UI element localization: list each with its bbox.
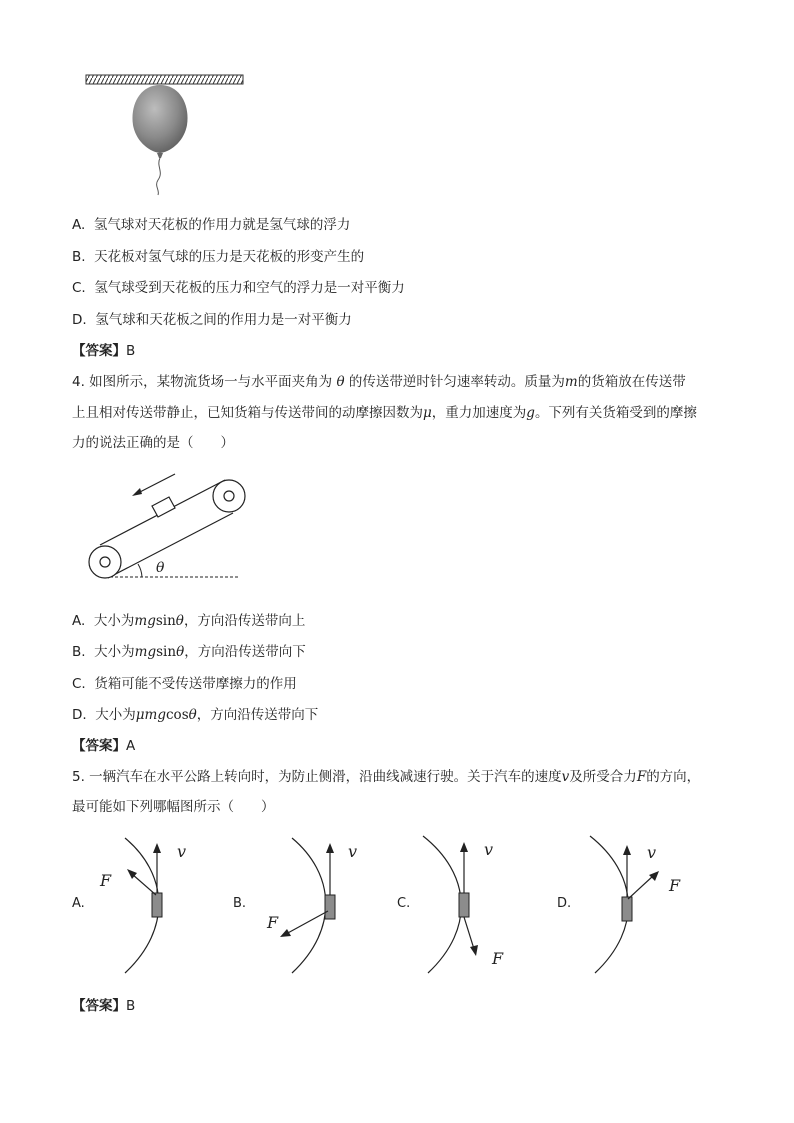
q4-option-a: A. 大小为mgsinθ，方向沿传送带向上: [72, 613, 306, 629]
q5-stem-line2: 最可能如下列哪幅图所示（ ）: [72, 799, 275, 815]
angle-arc: [138, 564, 142, 577]
ceiling: [86, 75, 243, 84]
q5-figure-b-label: B.: [233, 896, 247, 911]
q5-figure-d-label: D.: [557, 896, 572, 911]
q5-figure-c: [418, 833, 528, 978]
force-label: F: [492, 949, 504, 968]
q5-figure-a: [95, 833, 205, 978]
motion-arrow: [136, 474, 175, 494]
q4-stem-line2: 上且相对传送带静止，已知货箱与传送带间的动摩擦因数为μ，重力加速度为g。下列有关货箱受到的摩擦: [72, 405, 697, 421]
road-curve: [423, 836, 461, 973]
force-label: F: [669, 876, 681, 895]
car: [152, 893, 162, 917]
balloon-figure: [80, 70, 250, 198]
velocity-arrowhead: [623, 845, 631, 855]
force-arrow: [628, 876, 653, 899]
velocity-label: v: [348, 842, 358, 861]
balloon-knot: [157, 153, 163, 158]
q4-answer: 【答案】A: [72, 738, 136, 754]
velocity-arrowhead: [153, 843, 161, 853]
conveyor-figure: [80, 466, 250, 586]
car: [459, 893, 469, 917]
q5-figure-b: [262, 833, 372, 978]
force-arrowhead: [280, 929, 291, 937]
velocity-label: v: [484, 840, 494, 859]
force-label: F: [267, 913, 279, 932]
car: [325, 895, 335, 919]
velocity-arrowhead: [460, 842, 468, 852]
q3-option-c: C. 氢气球受到天花板的压力和空气的浮力是一对平衡力: [72, 280, 405, 296]
q3-option-d: D. 氢气球和天花板之间的作用力是一对平衡力: [72, 312, 352, 328]
q5-figure-c-label: C.: [397, 896, 411, 911]
balloon-string: [157, 158, 161, 195]
q5-stem-line1: 5. 一辆汽车在水平公路上转向时，为防止侧滑，沿曲线减速行驶。关于汽车的速度v及所受合力F的方向，: [72, 769, 701, 785]
force-arrowhead: [470, 945, 478, 956]
road-curve: [292, 838, 326, 973]
q5-figure-d: [585, 833, 695, 978]
q5-answer: 【答案】B: [72, 998, 136, 1014]
belt-bottom: [108, 513, 233, 578]
balloon: [132, 85, 187, 153]
q3-option-b: B. 天花板对氢气球的压力是天花板的形变产生的: [72, 249, 365, 265]
q4-stem-line1: 4. 如图所示，某物流货场一与水平面夹角为 θ 的传送带逆时针匀速率转动。质量为m的货箱放在传送带: [72, 374, 686, 390]
force-arrow: [464, 917, 474, 949]
force-arrow: [132, 874, 156, 895]
pulley-upper: [213, 480, 245, 512]
motion-arrowhead: [132, 488, 142, 496]
velocity-label: v: [177, 842, 187, 861]
velocity-arrowhead: [326, 843, 334, 853]
q4-option-c: C. 货箱可能不受传送带摩擦力的作用: [72, 676, 297, 692]
q3-answer: 【答案】B: [72, 343, 136, 359]
q3-option-a: A. 氢气球对天花板的作用力就是氢气球的浮力: [72, 217, 351, 233]
car: [622, 897, 632, 921]
pulley-lower: [89, 546, 121, 578]
q5-figure-a-label: A.: [72, 896, 85, 911]
theta-label: θ: [156, 560, 165, 576]
q4-stem-line3: 力的说法正确的是（ ）: [72, 435, 234, 451]
force-arrowhead: [649, 871, 659, 881]
q4-option-b: B. 大小为mgsinθ，方向沿传送带向下: [72, 644, 306, 660]
q4-option-d: D. 大小为μmgcosθ，方向沿传送带向下: [72, 707, 319, 723]
velocity-label: v: [647, 843, 657, 862]
force-label: F: [100, 871, 112, 890]
cargo-box: [152, 497, 175, 517]
